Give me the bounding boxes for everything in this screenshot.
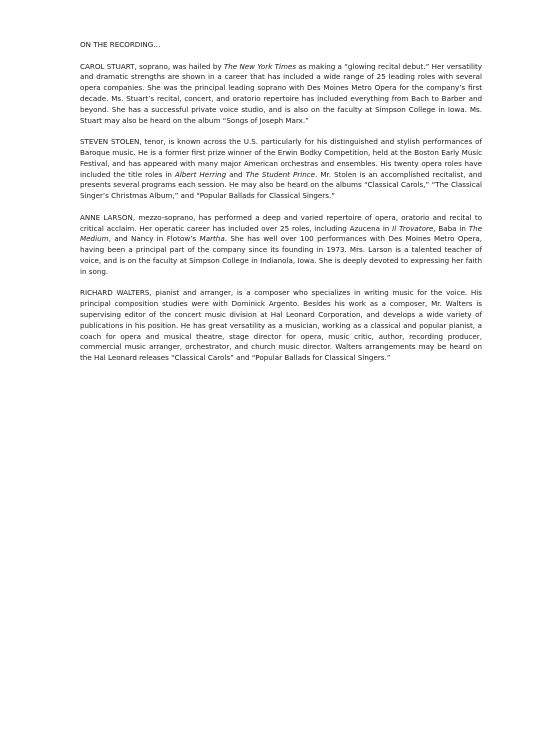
paragraph-text: and bbox=[226, 169, 246, 179]
bio-paragraph-carol-stuart bbox=[80, 62, 482, 127]
bio-paragraph-steven-stolen bbox=[80, 137, 482, 202]
paragraph-text: . Mr. Stolen is an accomplished recitalist, and presents several programs each session. He may also be heard on the albums “Classical Carols,” “The Classical Singer’s Christmas Album,” and “Popular Ballads for Classical Singers.” bbox=[80, 169, 482, 201]
bio-paragraph-anne-larson bbox=[80, 213, 482, 278]
italic-title: Martha bbox=[199, 234, 225, 244]
paragraph-text: , and Nancy in Flotow’s bbox=[108, 234, 200, 244]
paragraph-text: . She has well over 100 performances with Des Moines Metro Opera, having been a principal part of the company since its founding in 1973. Mrs. Larson is a talented teacher of voice, and is on the faculty at Simpson College in Indianola, Iowa. She is deeply devoted to expressing her faith in song. bbox=[80, 234, 482, 276]
paragraph-text: STEVEN STOLEN, tenor, is known across the U.S. particularly for his distinguished and stylish performances of Baroque music. He is a former first prize winner of the Erwin Bodky Competition, held at the Boston Early Music Festival, and has appeared with many major American orchestras and ensembles. His twenty opera roles have included the title roles in bbox=[80, 137, 482, 179]
paragraph-text: CAROL STUART, soprano, was hailed by bbox=[80, 61, 224, 71]
italic-title: Albert Herring bbox=[174, 169, 227, 179]
italic-title: The Medium bbox=[80, 223, 482, 244]
paragraph-text: as making a “glowing recital debut.” Her versatility and dramatic strengths are shown in a career that has included a wide range of 25 leading roles with several opera companies. She was the principal leading soprano with Des Moines Metro Opera for the company’s first decade. Ms. Stuart’s recital, concert, and oratorio repertoire has included everything from Bach to Barber and beyond. She has a successful private voice studio, and is also on the faculty at Simpson College in Iowa. Ms. Stuart may also be heard on the album “Songs of Joseph Marx.” bbox=[80, 61, 482, 125]
paragraph-text: ANNE LARSON, mezzo-soprano, has performed a deep and varied repertoire of opera, oratorio and recital to critical acclaim. Her operatic career has included over 25 roles, including Azucena in bbox=[80, 212, 482, 233]
italic-title: The New York Times bbox=[223, 61, 297, 71]
paragraph-text: RICHARD WALTERS, pianist and arranger, is a composer who specializes in writing music for the voice. His principal composition studies were with Dominick Argento. Besides his work as a composer, Mr. Walters is supervising editor of the concert music division at Hal Leonard Corporation, and develops a wide variety of publications in his position. He has great versatility as a musician, working as a classical and popular pianist, a coach for opera and musical theatre, stage director for opera, music critic, author, recording producer, commercial music arranger, orchestrator, and church music director. Walters arrangements may be heard on the Hal Leonard releases “Classical Carols” and “Popular Ballads for Classical Singers.” bbox=[80, 288, 482, 363]
bio-paragraphs bbox=[80, 62, 482, 364]
italic-title: Il Trovatore bbox=[392, 223, 434, 233]
italic-title: The Student Prince bbox=[245, 169, 316, 179]
paragraph-text: , Baba in bbox=[433, 223, 469, 233]
document-body bbox=[80, 40, 482, 375]
bio-paragraph-richard-walters bbox=[80, 288, 482, 364]
section-heading: ON THE RECORDING… bbox=[80, 40, 161, 49]
